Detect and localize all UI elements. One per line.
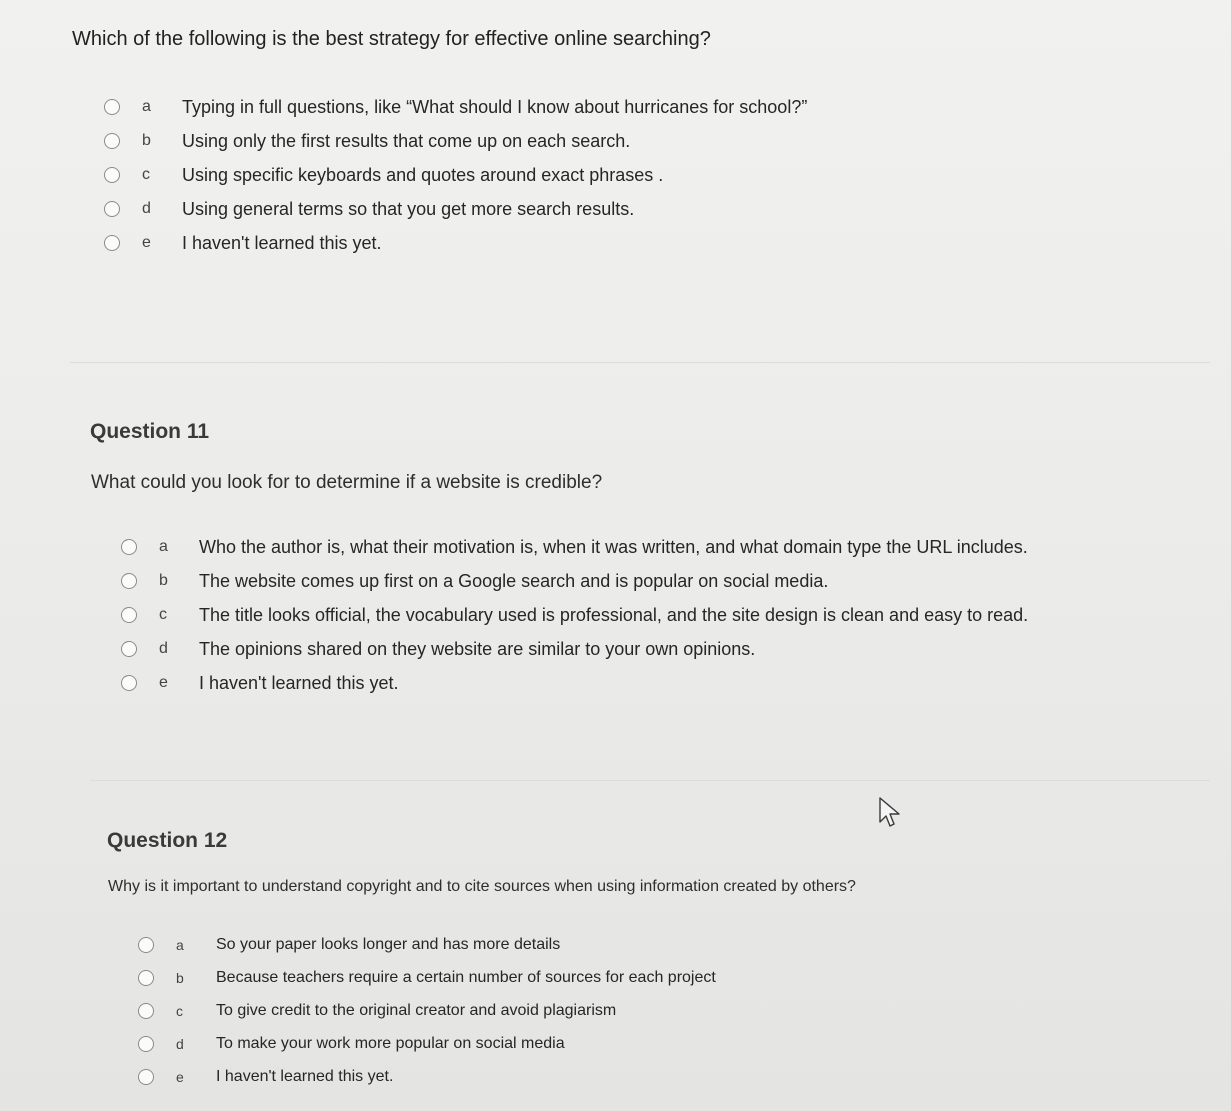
question-12-option-d[interactable] xyxy=(138,1027,716,1060)
question-10-option-d[interactable] xyxy=(104,192,807,226)
question-11-options xyxy=(121,530,1028,700)
option-letter: c xyxy=(176,1002,183,1019)
option-text: Typing in full questions, like “What should I know about hurricanes for school?” xyxy=(182,96,808,117)
option-text: The title looks official, the vocabulary used is professional, and the site design is clean and easy to read. xyxy=(199,604,1029,625)
question-11-option-e[interactable] xyxy=(121,666,1028,700)
question-10-option-a[interactable] xyxy=(104,90,807,124)
option-text: So your paper looks longer and has more details xyxy=(216,935,561,953)
question-12-options xyxy=(138,928,716,1093)
question-10-options xyxy=(104,90,807,260)
question-11-option-b[interactable] xyxy=(121,564,1028,598)
question-12-prompt: Why is it important to understand copyright and to cite sources when using information created by others? xyxy=(108,878,856,895)
option-letter: c xyxy=(159,606,167,623)
option-text: I haven't learned this yet. xyxy=(199,672,399,693)
question-12-option-b[interactable] xyxy=(138,961,716,994)
question-10-prompt: Which of the following is the best strategy for effective online searching? xyxy=(72,28,711,50)
option-letter: b xyxy=(142,132,151,149)
option-text: I haven't learned this yet. xyxy=(182,232,382,253)
option-letter: d xyxy=(176,1035,184,1052)
option-letter: b xyxy=(159,572,168,589)
option-letter: c xyxy=(142,166,150,183)
radio-circle-icon[interactable] xyxy=(121,641,137,657)
question-11-option-c[interactable] xyxy=(121,598,1028,632)
radio-circle-icon[interactable] xyxy=(104,235,120,251)
option-text: Using only the first results that come up on each search. xyxy=(182,130,631,151)
radio-circle-icon[interactable] xyxy=(104,133,120,149)
option-text: Using general terms so that you get more search results. xyxy=(182,198,635,219)
question-12-title: Question 12 xyxy=(107,829,228,852)
radio-circle-icon[interactable] xyxy=(138,1069,154,1085)
question-11-prompt: What could you look for to determine if a website is credible? xyxy=(91,472,603,493)
question-11-option-a[interactable] xyxy=(121,530,1028,564)
option-letter: d xyxy=(142,200,151,217)
radio-circle-icon[interactable] xyxy=(121,675,137,691)
option-text: The website comes up first on a Google search and is popular on social media. xyxy=(199,570,829,591)
radio-circle-icon[interactable] xyxy=(138,1036,154,1052)
question-11-title: Question 11 xyxy=(90,420,210,443)
radio-circle-icon[interactable] xyxy=(121,539,137,555)
option-letter: b xyxy=(176,969,184,986)
option-text: Who the author is, what their motivation is, when it was written, and what domain type the URL includes. xyxy=(199,536,1028,557)
radio-circle-icon[interactable] xyxy=(138,970,154,986)
option-letter: e xyxy=(159,674,168,691)
question-12-option-a[interactable] xyxy=(138,928,716,961)
radio-circle-icon[interactable] xyxy=(104,201,120,217)
option-letter: a xyxy=(159,538,168,555)
option-text: I haven't learned this yet. xyxy=(216,1067,394,1085)
question-12-option-c[interactable] xyxy=(138,994,716,1027)
option-letter: a xyxy=(176,936,184,953)
question-10-option-c[interactable] xyxy=(104,158,807,192)
mouse-pointer-icon xyxy=(878,796,904,830)
option-text: To make your work more popular on social media xyxy=(216,1034,565,1052)
option-text: To give credit to the original creator and avoid plagiarism xyxy=(216,1001,617,1019)
section-divider xyxy=(90,780,1210,781)
question-10-option-b[interactable] xyxy=(104,124,807,158)
radio-circle-icon[interactable] xyxy=(138,1003,154,1019)
radio-circle-icon[interactable] xyxy=(104,99,120,115)
question-10-option-e[interactable] xyxy=(104,226,807,260)
option-text: The opinions shared on they website are similar to your own opinions. xyxy=(199,638,756,659)
option-text: Because teachers require a certain number of sources for each project xyxy=(216,968,716,986)
radio-circle-icon[interactable] xyxy=(121,607,137,623)
question-11-option-d[interactable] xyxy=(121,632,1028,666)
option-letter: e xyxy=(176,1068,184,1085)
option-letter: a xyxy=(142,98,151,115)
option-letter: d xyxy=(159,640,168,657)
option-letter: e xyxy=(142,234,151,251)
radio-circle-icon[interactable] xyxy=(138,937,154,953)
radio-circle-icon[interactable] xyxy=(121,573,137,589)
section-divider xyxy=(70,362,1210,363)
question-12-option-e[interactable] xyxy=(138,1060,716,1093)
radio-circle-icon[interactable] xyxy=(104,167,120,183)
option-text: Using specific keyboards and quotes around exact phrases . xyxy=(182,164,664,185)
